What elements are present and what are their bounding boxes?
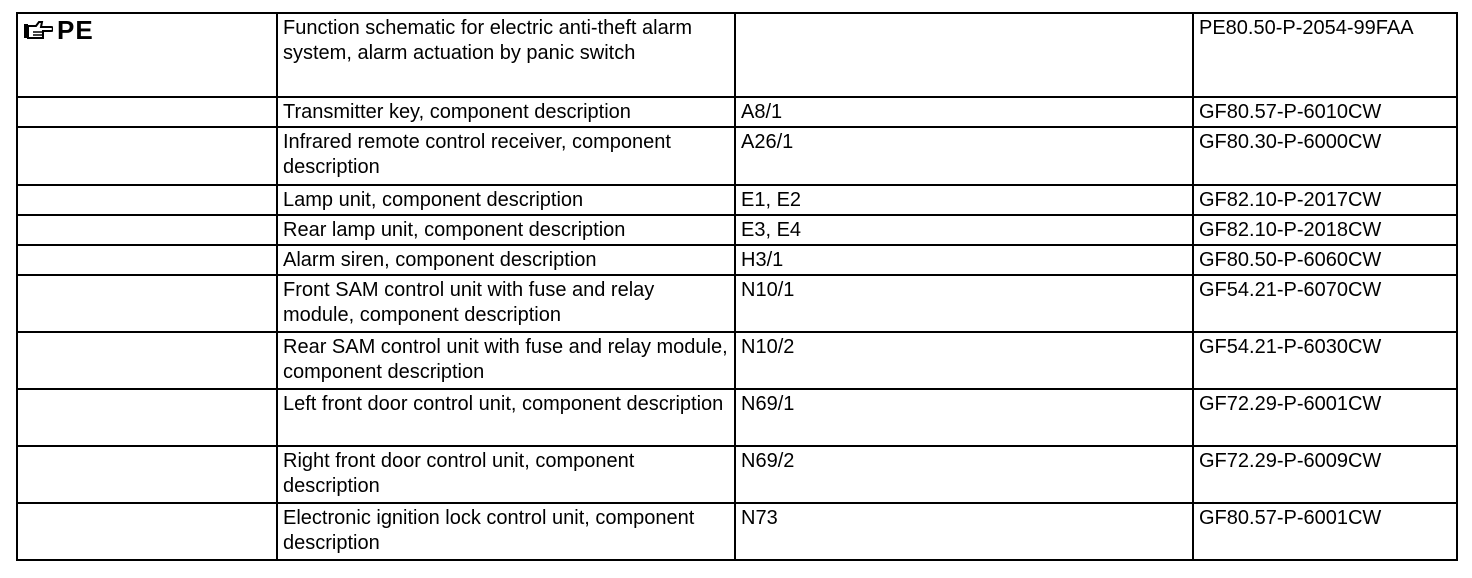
row-designation: E1, E2 — [735, 185, 1193, 215]
table-row — [17, 503, 1457, 560]
blank-cell — [17, 127, 277, 185]
blank-cell — [17, 97, 277, 127]
blank-cell — [17, 389, 277, 446]
row-document-number[interactable]: GF80.57-P-6001CW — [1193, 503, 1457, 560]
pointing-hand-icon — [23, 18, 53, 42]
row-document-number[interactable]: GF80.30-P-6000CW — [1193, 127, 1457, 185]
row-designation: E3, E4 — [735, 215, 1193, 245]
blank-cell — [17, 503, 277, 560]
reference-table-body — [17, 13, 1457, 560]
row-description: Transmitter key, component description — [277, 97, 735, 127]
row-description: Front SAM control unit with fuse and relay module, component description — [277, 275, 735, 332]
row-document-number[interactable]: GF80.50-P-6060CW — [1193, 245, 1457, 275]
row-description: Rear SAM control unit with fuse and relay module, component description — [277, 332, 735, 389]
blank-cell — [17, 245, 277, 275]
table-row — [17, 245, 1457, 275]
row-document-number[interactable]: GF80.57-P-6010CW — [1193, 97, 1457, 127]
row-description: Alarm siren, component description — [277, 245, 735, 275]
row-document-number[interactable]: GF82.10-P-2018CW — [1193, 215, 1457, 245]
row-designation: N73 — [735, 503, 1193, 560]
table-row — [17, 446, 1457, 503]
header-designation — [735, 13, 1193, 97]
row-description: Lamp unit, component description — [277, 185, 735, 215]
blank-cell — [17, 446, 277, 503]
table-row — [17, 127, 1457, 185]
header-row — [17, 13, 1457, 97]
blank-cell — [17, 275, 277, 332]
pe-marker[interactable] — [23, 16, 271, 44]
row-description: Right front door control unit, component description — [277, 446, 735, 503]
table-row — [17, 275, 1457, 332]
row-designation: N10/2 — [735, 332, 1193, 389]
header-description: Function schematic for electric anti-theft alarm system, alarm actuation by panic switch — [277, 13, 735, 97]
row-designation: A8/1 — [735, 97, 1193, 127]
row-designation: A26/1 — [735, 127, 1193, 185]
row-document-number[interactable]: GF54.21-P-6070CW — [1193, 275, 1457, 332]
marker-cell — [17, 13, 277, 97]
blank-cell — [17, 215, 277, 245]
row-document-number[interactable]: GF72.29-P-6009CW — [1193, 446, 1457, 503]
row-designation: N69/2 — [735, 446, 1193, 503]
table-row — [17, 332, 1457, 389]
reference-table — [16, 12, 1458, 561]
blank-cell — [17, 332, 277, 389]
table-row — [17, 389, 1457, 446]
row-description: Infrared remote control receiver, component description — [277, 127, 735, 185]
header-document-number[interactable]: PE80.50-P-2054-99FAA — [1193, 13, 1457, 97]
row-document-number[interactable]: GF72.29-P-6001CW — [1193, 389, 1457, 446]
row-description: Rear lamp unit, component description — [277, 215, 735, 245]
row-designation: N69/1 — [735, 389, 1193, 446]
row-document-number[interactable]: GF54.21-P-6030CW — [1193, 332, 1457, 389]
row-designation: H3/1 — [735, 245, 1193, 275]
table-row — [17, 215, 1457, 245]
row-description: Electronic ignition lock control unit, component description — [277, 503, 735, 560]
table-row — [17, 97, 1457, 127]
pe-marker-label: PE — [57, 15, 94, 45]
row-description: Left front door control unit, component description — [277, 389, 735, 446]
row-document-number[interactable]: GF82.10-P-2017CW — [1193, 185, 1457, 215]
blank-cell — [17, 185, 277, 215]
row-designation: N10/1 — [735, 275, 1193, 332]
table-row — [17, 185, 1457, 215]
